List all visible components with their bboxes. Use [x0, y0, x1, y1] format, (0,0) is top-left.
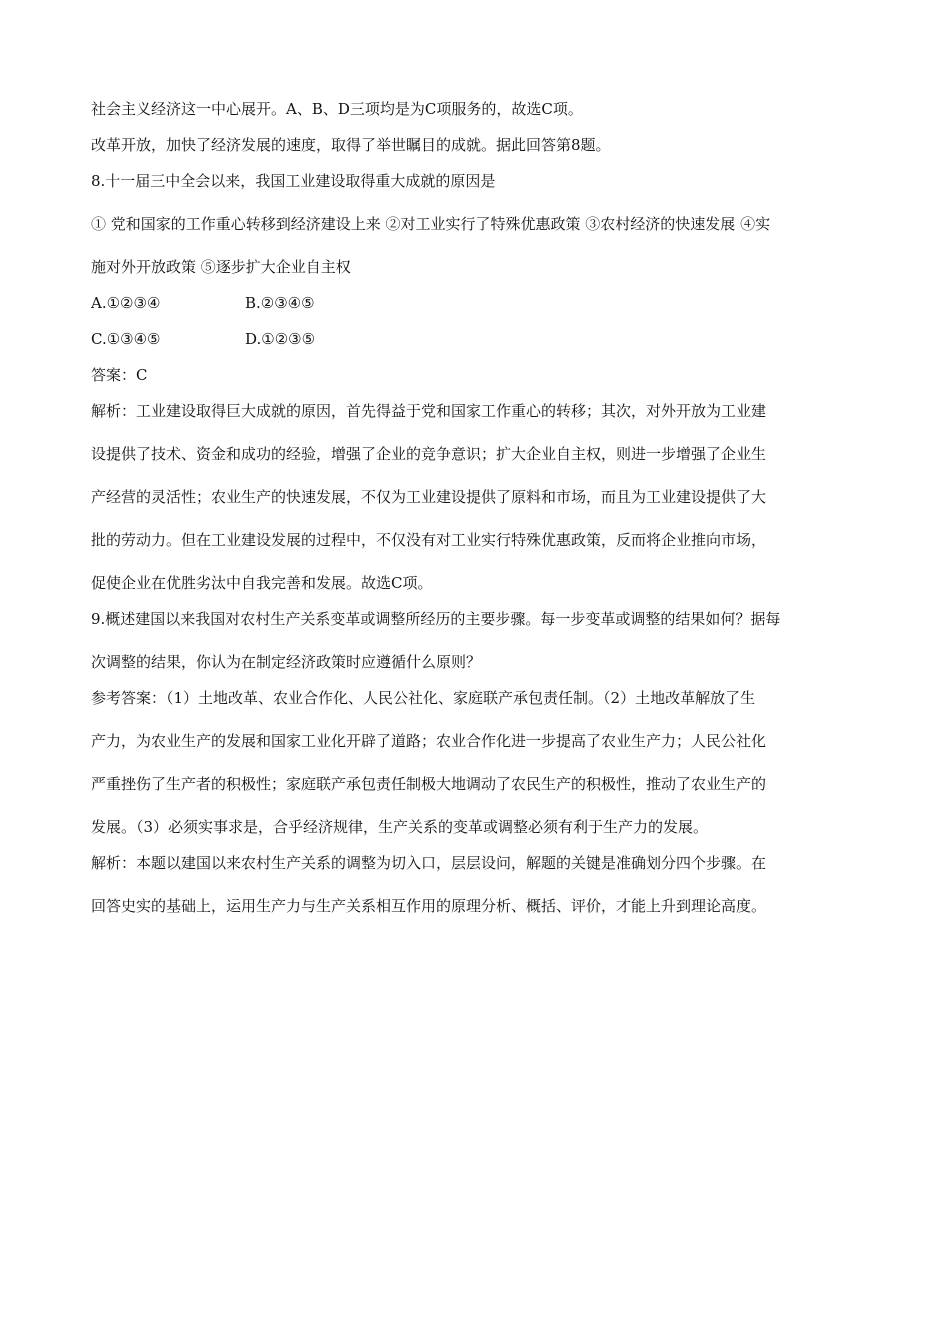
question-8-answer: 答案：C	[91, 366, 148, 384]
question-8-options-row-2	[91, 328, 861, 350]
question-8-analysis-line-5: 促使企业在优胜劣汰中自我完善和发展。故选C项。	[91, 574, 433, 592]
passage-intro: 改革开放，加快了经济发展的速度，取得了举世瞩目的成就。据此回答第8题。	[91, 136, 611, 154]
document-page	[91, 98, 861, 917]
question-9-answer-line-4: 发展。（3）必须实事求是，合乎经济规律，生产关系的变革或调整必须有利于生产力的发展。	[91, 818, 709, 836]
question-8-analysis-line-2: 设提供了技术、资金和成功的经验，增强了企业的竞争意识；扩大企业自主权，则进一步增强了企业生	[91, 445, 767, 463]
question-9-stem-line-1: 9.概述建国以来我国对农村生产关系变革或调整所经历的主要步骤。每一步变革或调整的结果如何？据每	[91, 610, 781, 628]
option-a: A.①②③④	[91, 294, 161, 312]
question-8-stem: 8.十一届三中全会以来，我国工业建设取得重大成就的原因是	[91, 172, 496, 190]
question-8-statements-line-1: ① 党和国家的工作重心转移到经济建设上来 ②对工业实行了特殊优惠政策 ③农村经济的快速发展 ④实	[91, 215, 771, 233]
question-9-analysis-line-1: 解析：本题以建国以来农村生产关系的调整为切入口，层层设问，解题的关键是准确划分四个步骤。在	[91, 854, 767, 872]
question-9-analysis-line-2: 回答史实的基础上，运用生产力与生产关系相互作用的原理分析、概括、评价，才能上升到理论高度。	[91, 897, 767, 915]
question-9-stem-line-2: 次调整的结果，你认为在制定经济政策时应遵循什么原则？	[91, 653, 482, 671]
question-8-analysis-line-1: 解析：工业建设取得巨大成就的原因，首先得益于党和国家工作重心的转移；其次，对外开放为工业建	[91, 402, 767, 420]
option-d: D.①②③⑤	[245, 330, 316, 348]
question-9-answer-line-3: 严重挫伤了生产者的积极性；家庭联产承包责任制极大地调动了农民生产的积极性，推动了农业生产的	[91, 775, 767, 793]
option-b: B.②③④⑤	[245, 294, 315, 312]
question-9-answer-line-2: 产力，为农业生产的发展和国家工业化开辟了道路；农业合作化进一步提高了农业生产力；人民公社化	[91, 732, 767, 750]
option-c: C.①③④⑤	[91, 330, 161, 348]
prev-explanation-end: 社会主义经济这一中心展开。A、B、D三项均是为C项服务的，故选C项。	[91, 100, 583, 118]
question-8-statements-line-2: 施对外开放政策 ⑤逐步扩大企业自主权	[91, 258, 351, 276]
question-8-analysis-line-4: 批的劳动力。但在工业建设发展的过程中，不仅没有对工业实行特殊优惠政策，反而将企业推向市场，	[91, 531, 767, 549]
question-8-options-row-1	[91, 292, 861, 314]
question-8-analysis-line-3: 产经营的灵活性；农业生产的快速发展，不仅为工业建设提供了原料和市场，而且为工业建设提供了大	[91, 488, 767, 506]
question-9-answer-line-1: 参考答案：（1）土地改革、农业合作化、人民公社化、家庭联产承包责任制。（2）土地改革解放了生	[91, 689, 756, 707]
